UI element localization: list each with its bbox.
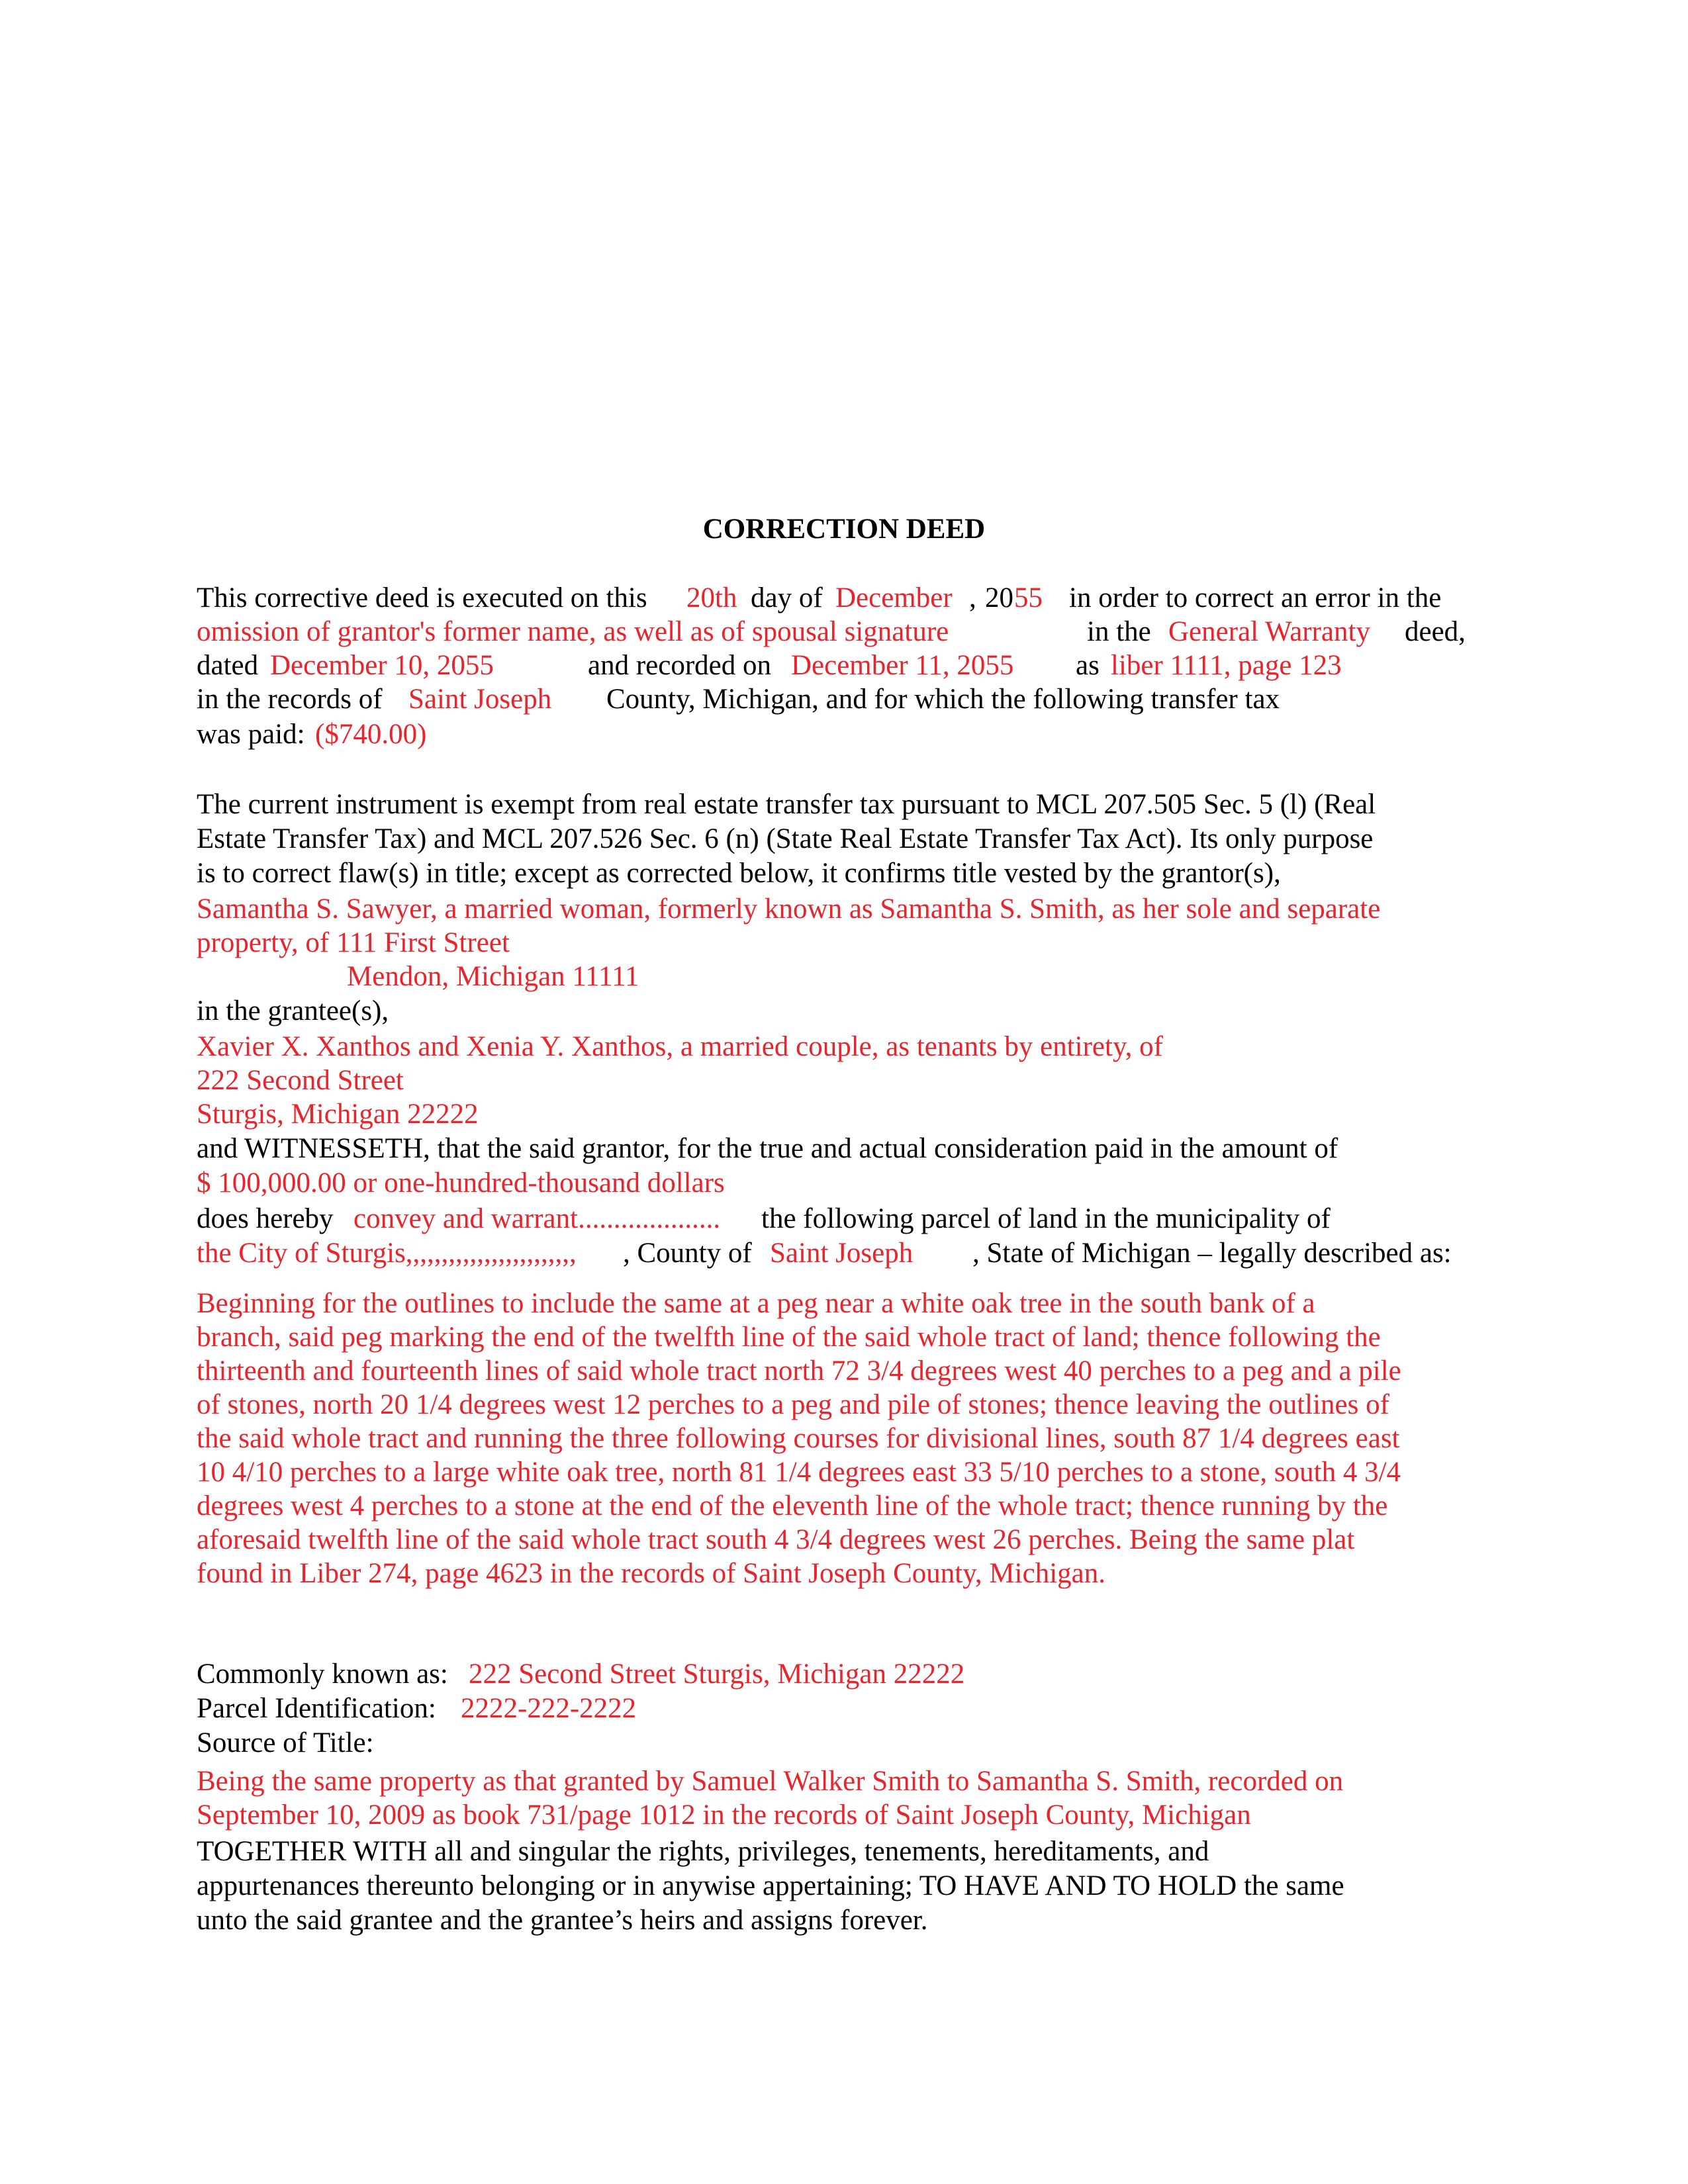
municipality: the City of Sturgis,,,,,,,,,,,,,,,,,,,,,,,, <box>197 1238 577 1269</box>
in-the-label: in the <box>1087 616 1151 647</box>
grantee-line: 222 Second Street <box>197 1065 404 1096</box>
conveyance-action: convey and warrant.................... <box>353 1203 721 1234</box>
year-prefix: 20 <box>985 582 1013 614</box>
as-label: as <box>1076 650 1100 681</box>
commonly-known-label: Commonly known as: <box>197 1659 448 1690</box>
does-hereby-label: does hereby <box>197 1203 334 1234</box>
records-county: Saint Joseph <box>408 684 552 715</box>
grantor-line: Samantha S. Sawyer, a married woman, formerly known as Samantha S. Smith, as her sole and separate <box>197 893 1381 925</box>
legal-description-line: found in Liber 274, page 4623 in the records of Saint Joseph County, Michigan. <box>197 1558 1105 1589</box>
grantor-line: Mendon, Michigan 11111 <box>347 961 639 992</box>
county-tail: County, Michigan, and for which the following transfer tax <box>606 684 1280 715</box>
execution-day: 20th <box>686 582 737 614</box>
was-paid-label: was paid: <box>197 719 305 750</box>
dated-value: December 10, 2055 <box>270 650 494 681</box>
deed-type: General Warranty <box>1168 616 1370 647</box>
recorded-value: December 11, 2055 <box>791 650 1014 681</box>
exemption-line: The current instrument is exempt from real estate transfer tax pursuant to MCL 207.505 Sec. 5 (l) (Real <box>197 789 1376 820</box>
parcel-text: the following parcel of land in the municipality of <box>761 1203 1331 1234</box>
legal-description-line: Beginning for the outlines to include the same at a peg near a white oak tree in the south bank of a <box>197 1288 1315 1319</box>
document-title: CORRECTION DEED <box>702 514 986 545</box>
recorded-on-label: and recorded on <box>588 650 771 681</box>
grantee-line: Sturgis, Michigan 22222 <box>197 1099 479 1130</box>
legal-description-line: branch, said peg marking the end of the twelfth line of the said whole tract of land; thence following the <box>197 1322 1381 1353</box>
state-text: , State of Michigan – legally described as: <box>972 1238 1452 1269</box>
exemption-line: Estate Transfer Tax) and MCL 207.526 Sec. 6 (n) (State Real Estate Transfer Tax Act). Its only purpose <box>197 823 1374 854</box>
habendum-line: appurtenances thereunto belonging or in anywise appertaining; TO HAVE AND TO HOLD the same <box>197 1870 1344 1901</box>
records-of-label: in the records of <box>197 684 383 715</box>
tax-amount: ($740.00) <box>315 719 427 750</box>
source-of-title-line: Being the same property as that granted by Samuel Walker Smith to Samantha S. Smith, recorded on <box>197 1766 1344 1797</box>
grantor-line: property, of 111 First Street <box>197 927 510 958</box>
conveyance-county: Saint Joseph <box>770 1238 914 1269</box>
source-of-title-line: September 10, 2009 as book 731/page 1012 in the records of Saint Joseph County, Michigan <box>197 1799 1251 1831</box>
consideration-amount: $ 100,000.00 or one-hundred-thousand dollars <box>197 1167 725 1199</box>
legal-description-line: 10 4/10 perches to a large white oak tree, north 81 1/4 degrees east 33 5/10 perches to a stone, south 4 3/4 <box>197 1457 1401 1488</box>
year-comma: , <box>969 582 976 614</box>
witnesseth-text: and WITNESSETH, that the said grantor, for the true and actual consideration paid in the amount of <box>197 1133 1338 1164</box>
intro-prefix: This corrective deed is executed on this <box>197 582 647 614</box>
year-suffix: 55 <box>1014 582 1043 614</box>
deed-label: deed, <box>1405 616 1466 647</box>
commonly-known-value: 222 Second Street Sturgis, Michigan 22222 <box>469 1659 965 1690</box>
in-order-text: in order to correct an error in the <box>1069 582 1442 614</box>
legal-description-line: thirteenth and fourteenth lines of said whole tract north 72 3/4 degrees west 40 perches to a peg and a pile <box>197 1355 1401 1387</box>
parcel-id-value: 2222-222-2222 <box>461 1693 637 1724</box>
habendum-line: TOGETHER WITH all and singular the rights, privileges, tenements, hereditaments, and <box>197 1836 1209 1867</box>
parcel-id-label: Parcel Identification: <box>197 1693 436 1724</box>
exemption-line: is to correct flaw(s) in title; except as corrected below, it confirms title vested by the grantor(s), <box>197 858 1281 889</box>
legal-description-line: of stones, north 20 1/4 degrees west 12 perches to a peg and pile of stones; thence leaving the outlines of <box>197 1389 1389 1420</box>
legal-description-line: aforesaid twelfth line of the said whole tract south 4 3/4 degrees west 26 perches. Being the same plat <box>197 1524 1355 1555</box>
dated-label: dated <box>197 650 259 681</box>
day-of-label: day of <box>751 582 823 614</box>
habendum-line: unto the said grantee and the grantee’s heirs and assigns forever. <box>197 1905 928 1936</box>
grantee-line: Xavier X. Xanthos and Xenia Y. Xanthos, a married couple, as tenants by entirety, of <box>197 1031 1163 1062</box>
grantee-label: in the grantee(s), <box>197 995 389 1026</box>
error-description: omission of grantor's former name, as well as of spousal signature <box>197 616 949 647</box>
source-of-title-label: Source of Title: <box>197 1727 374 1758</box>
liber-value: liber 1111, page 123 <box>1111 650 1342 681</box>
execution-month: December <box>835 582 953 614</box>
legal-description-line: degrees west 4 perches to a stone at the end of the eleventh line of the whole tract; thence running by the <box>197 1490 1388 1522</box>
legal-description-line: the said whole tract and running the three following courses for divisional lines, south 87 1/4 degrees east <box>197 1423 1400 1454</box>
county-of-label: , County of <box>623 1238 752 1269</box>
